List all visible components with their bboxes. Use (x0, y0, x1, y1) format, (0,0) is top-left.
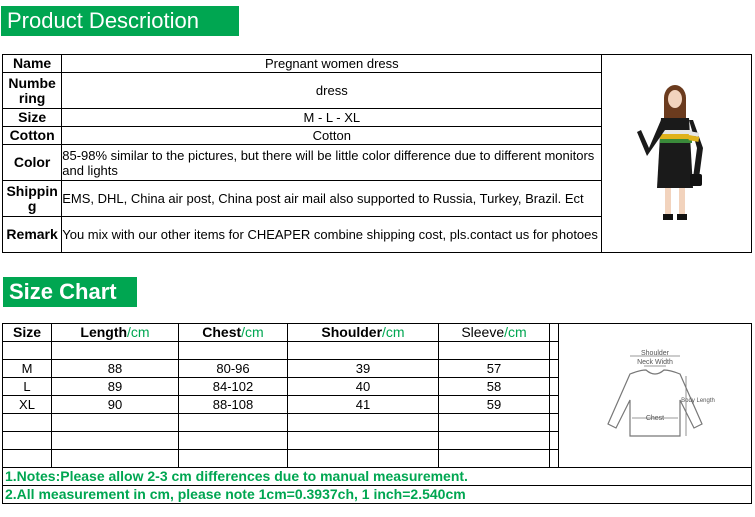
length-cell: 88 (52, 360, 179, 378)
size-cell: XL (3, 396, 52, 414)
table-cell (439, 342, 550, 360)
measurement-diagram-cell (559, 324, 752, 468)
row-value: You mix with our other items for CHEAPER combine shipping cost, pls.contact us for photoes (62, 217, 602, 253)
row-value: Cotton (62, 127, 602, 145)
diagram-body-label: Body Length (681, 397, 715, 404)
chest-cell: 88-108 (179, 396, 288, 414)
table-cell (179, 342, 288, 360)
length-cell: 90 (52, 396, 179, 414)
sleeve-cell: 57 (439, 360, 550, 378)
size-header: Size (3, 324, 52, 342)
table-cell (550, 450, 559, 468)
row-value: Pregnant women dress (62, 55, 602, 73)
table-cell (3, 414, 52, 432)
row-key: Color (3, 145, 62, 181)
product-description-banner: Product Descriotion (1, 6, 239, 36)
table-cell (52, 432, 179, 450)
size-cell: L (3, 378, 52, 396)
table-cell (550, 342, 559, 360)
table-cell (3, 432, 52, 450)
row-key: Size (3, 109, 62, 127)
size-chart-banner: Size Chart (3, 277, 137, 307)
row-value: 85-98% similar to the pictures, but there will be little color difference due to different monitors and lights (62, 145, 602, 181)
table-cell (288, 450, 439, 468)
table-cell (179, 414, 288, 432)
note-measurement-difference: 1.Notes:Please allow 2-3 cm differences due to manual measurement. (3, 468, 752, 486)
chest-cell: 84-102 (179, 378, 288, 396)
table-cell (179, 432, 288, 450)
diagram-neck-label: Neck Width (637, 358, 673, 366)
diagram-chest-label: Chest (645, 414, 665, 422)
row-key: Numbe ring (3, 73, 62, 109)
chest-cell: 80-96 (179, 360, 288, 378)
table-cell (550, 432, 559, 450)
sweater-measurement-diagram (590, 344, 720, 444)
sleeve-cell: 58 (439, 378, 550, 396)
model-photo (627, 78, 727, 226)
row-key: Name (3, 55, 62, 73)
row-key: Shippin g (3, 181, 62, 217)
table-cell (439, 414, 550, 432)
sleeve-cell: 59 (439, 396, 550, 414)
size-chart-table (2, 323, 752, 504)
table-cell (179, 450, 288, 468)
row-value: M - L - XL (62, 109, 602, 127)
size-cell: M (3, 360, 52, 378)
shoulder-cell: 41 (288, 396, 439, 414)
table-cell (439, 450, 550, 468)
row-key: Remark (3, 217, 62, 253)
table-cell (550, 396, 559, 414)
table-cell (439, 432, 550, 450)
row-key: Cotton (3, 127, 62, 145)
table-cell (550, 360, 559, 378)
table-cell (288, 342, 439, 360)
table-cell (52, 342, 179, 360)
chest-header: Chest/cm (179, 324, 288, 342)
table-cell (550, 378, 559, 396)
note-unit-conversion: 2.All measurement in cm, please note 1cm=0.3937ch, 1 inch=2.540cm (3, 486, 752, 504)
length-cell: 89 (52, 378, 179, 396)
table-cell (52, 414, 179, 432)
sleeve-header: Sleeve/cm (439, 324, 550, 342)
product-photo-cell (602, 55, 752, 253)
table-cell (550, 414, 559, 432)
shoulder-cell: 40 (288, 378, 439, 396)
row-value: EMS, DHL, China air post, China post air mail also supported to Russia, Turkey, Brazil. Ect (62, 181, 602, 217)
table-cell (52, 450, 179, 468)
table-cell (3, 450, 52, 468)
spacer-cell (550, 324, 559, 342)
row-value: dress (62, 73, 602, 109)
shoulder-header: Shoulder/cm (288, 324, 439, 342)
table-cell (288, 432, 439, 450)
diagram-shoulder-label: Shoulder (640, 349, 670, 357)
shoulder-cell: 39 (288, 360, 439, 378)
table-cell (288, 414, 439, 432)
length-header: Length/cm (52, 324, 179, 342)
table-cell (3, 342, 52, 360)
product-description-table (2, 54, 752, 253)
